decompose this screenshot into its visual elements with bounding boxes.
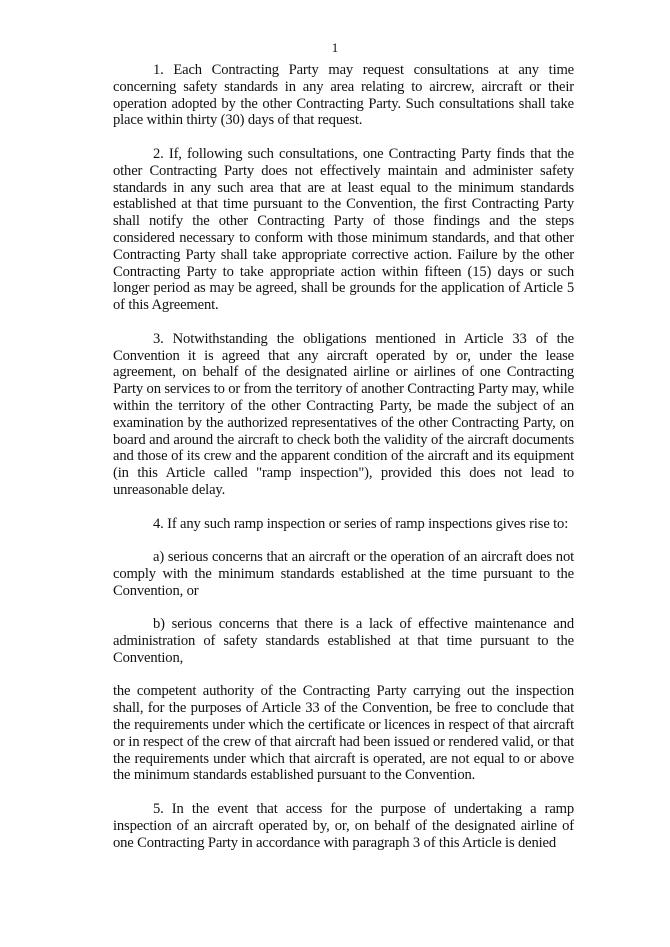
paragraph-5: 5. In the event that access for the purpose of undertaking a ramp inspection of an aircraft operated by, or, on behalf of the designated airline of one Contracting Party in accordance with paragraph 3 of this Article is denied	[113, 801, 574, 851]
document-body	[113, 62, 574, 868]
paragraph-4b: b) serious concerns that there is a lack of effective maintenance and administration of safety standards established at that time pursuant to the Convention,	[113, 616, 574, 666]
paragraph-4-conclusion: the competent authority of the Contracting Party carrying out the inspection shall, for the purposes of Article 33 of the Convention, be free to conclude that the requirements under which the certificate or licences in respect of that aircraft or in respect of the crew of that aircraft had been issued or rendered valid, or that the requirements under which that aircraft is operated, are not equal to or above the minimum standards established pursuant to the Convention.	[113, 683, 574, 784]
paragraph-4: 4. If any such ramp inspection or series of ramp inspections gives rise to:	[153, 515, 569, 532]
paragraph-4a: a) serious concerns that an aircraft or the operation of an aircraft does not comply with the minimum standards established at the time pursuant to the Convention, or	[113, 549, 574, 599]
paragraph-1: 1. Each Contracting Party may request consultations at any time concerning safety standards in any area relating to aircrew, aircraft or their operation adopted by the other Contracting Party. Such consultations shall take place within thirty (30) days of that request.	[113, 62, 574, 129]
paragraph-2: 2. If, following such consultations, one Contracting Party finds that the other Contracting Party does not effectively maintain and administer safety standards in any such area that are at least equal to the minimum standards established at that time pursuant to the Convention, the first Contracting Party shall notify the other Contracting Party of those findings and the steps considered necessary to conform with those minimum standards, and that other Contracting Party shall take appropriate corrective action. Failure by the other Contracting Party to take appropriate action within fifteen (15) days or such longer period as may be agreed, shall be grounds for the application of Article 5 of this Agreement.	[113, 145, 574, 314]
paragraph-3: 3. Notwithstanding the obligations mentioned in Article 33 of the Convention it is agreed that any aircraft operated by or, under the lease agreement, on behalf of the designated airline or airlines of one Contracting Party on services to or from the territory of another Contracting Party may, while within the territory of the other Contracting Party, be made the subject of an examination by the authorized representatives of the other Contracting Party, on board and around the aircraft to check both the validity of the aircraft documents and those of its crew and the apparent condition of the aircraft and its equipment (in this Article called "ramp inspection"), provided this does not lead to unreasonable delay.	[113, 330, 574, 498]
page-number: 1	[331, 40, 339, 55]
